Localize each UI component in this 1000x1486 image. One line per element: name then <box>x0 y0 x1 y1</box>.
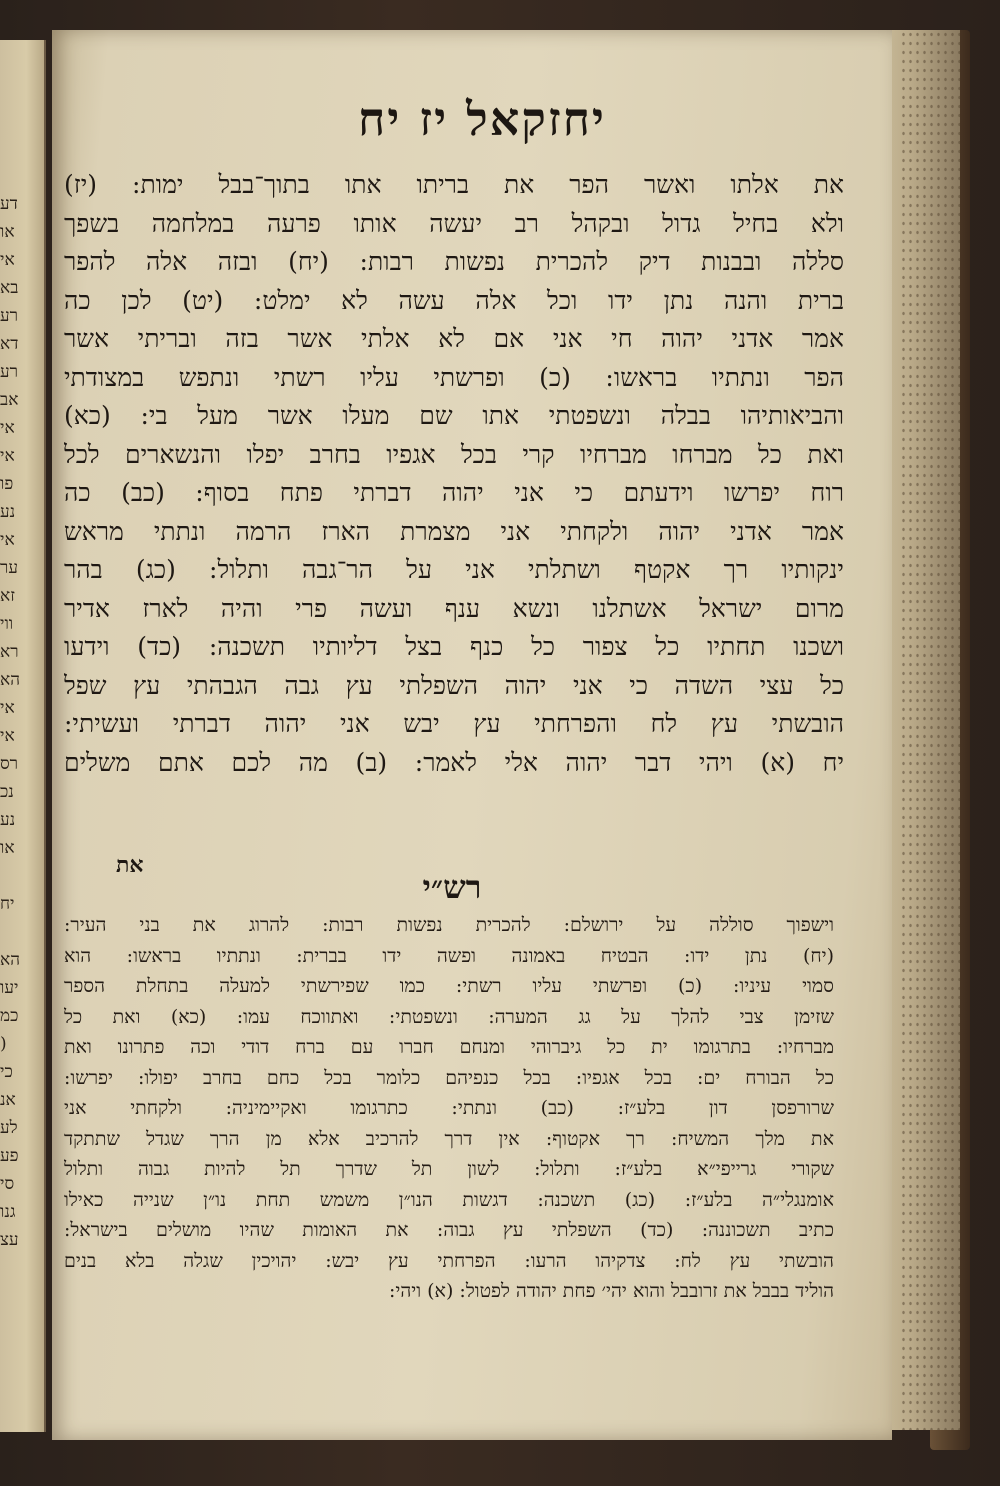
commentary-line: (יח) נתן ידו: הבטיח באמונה ופשה ידו בברית: ונתתיו בראשו: הוא <box>64 944 834 967</box>
text-line: הובשתי עץ לח והפרחתי עץ יבש אני יהוה דברתי ועשיתי: <box>64 709 844 738</box>
commentary-line: הוליד בבבל את זרובבל והוא יהי׳ פחת יהודה לפטול: (א) ויהי: <box>388 1280 834 1302</box>
gutter-fragment: אי <box>0 698 15 718</box>
gutter-fragment: יח <box>0 894 15 914</box>
gutter-fragment: דע <box>0 194 18 214</box>
gutter-fragment: אי <box>0 418 15 438</box>
gutter-fragment: ווי <box>0 614 14 634</box>
gutter-fragment: הא <box>0 950 20 970</box>
text-line: ושכנו תחתיו כל צפור כל כנף בצל דליותיו תשכנה: (כד) וידעו <box>64 632 844 661</box>
text-line: והביאותיהו בבלה ונשפטתי אתו שם מעלו אשר מעל בי: (כא) <box>64 401 844 430</box>
gutter-fragment: או <box>0 838 15 858</box>
text-line: אמר אדני יהוה חי אני אם לא אלתי אשר בזה ובריתי אשר <box>64 324 844 353</box>
commentary-line: שקורי גרייפי״א בלע״ז: ותלול: לשון תל שדרך תל להיות גבוה ותלול <box>64 1158 834 1180</box>
gutter-fragment <box>0 862 44 890</box>
left-page-text-fragments <box>0 190 44 1290</box>
gutter-fragment: דא <box>0 334 19 354</box>
text-line: ואת כל מברחו מברחיו קרי בכל אגפיו בחרב יפלו והנשארים לכל <box>64 439 844 469</box>
text-line: הפר ונתתיו בראשו: (כ) ופרשתי עליו רשתי ונתפש במצודתי <box>64 362 844 392</box>
gutter-fragment: אב <box>0 390 19 410</box>
commentary-line: וישפוך סוללה על ירושלם: להכרית נפשות רבות: להרוג את בני העיר: <box>64 914 834 936</box>
gutter-fragment: פע <box>0 1146 19 1166</box>
text-line: כל עצי השדה כי אני יהוה השפלתי עץ גבה הגבהתי עץ שפל <box>64 670 844 700</box>
commentary-line: אומנגלי״ה בלע״ז: (כג) תשכנה: דגשות הנו״ן משמש תחת נו״ן שנייה כאילו <box>64 1188 834 1211</box>
text-line: ולא בחיל גדול ובקהל רב יעשה אותו פרעה במלחמה בשפך <box>64 208 844 238</box>
gutter-fragment: זא <box>0 586 15 606</box>
gutter-fragment: אי <box>0 446 15 466</box>
gutter-fragment <box>0 918 44 946</box>
gutter-fragment: כי <box>0 1062 13 1082</box>
gutter-fragment: כמ <box>0 1006 19 1026</box>
commentary-line: כתיב תשכוננה: (כד) השפלתי עץ גבוה: את האומות שהיו מושלים בישראל: <box>64 1219 834 1241</box>
gutter-fragment: רע <box>0 362 18 382</box>
gutter-fragment: ( <box>0 1034 7 1054</box>
gutter-fragment: או <box>0 222 15 242</box>
left-page-edge <box>0 40 46 1432</box>
gutter-fragment: רא <box>0 642 19 662</box>
text-line: יח (א) ויהי דבר יהוה אלי לאמר: (ב) מה לכם אתם משלים <box>64 747 844 777</box>
book-page <box>52 30 892 1440</box>
gutter-fragment: אנ <box>0 1090 16 1110</box>
gutter-fragment: ער <box>0 558 18 578</box>
text-line: ינקותיו רך אקטף ושתלתי אני על הר־גבה ותלול: (כג) בהר <box>64 555 844 584</box>
gutter-fragment: בא <box>0 278 19 298</box>
gutter-fragment: גנו <box>0 1202 16 1222</box>
commentary-title: רש״י <box>422 868 482 906</box>
commentary-line: כל הבורח ים: בכל אגפיו: בכל כנפיהם כלומר בכל כחם בחרב יפולו: יפרשו: <box>64 1066 834 1089</box>
gutter-fragment: נכ <box>0 782 14 802</box>
gutter-fragment: רס <box>0 754 19 774</box>
commentary-line: הובשתי עץ לח: צדקיהו הרעו: הפרחתי עץ יבש: יהויכין שגלה בלא בנים <box>64 1249 834 1272</box>
running-head: יחזקאל יז יח <box>358 92 606 146</box>
gutter-fragment: פו <box>0 474 14 494</box>
commentary-line: מברחיו: בתרגומו ית כל גיברוהי ומנחם חברו עם ברח דודי וכה פתרונו ואת <box>64 1036 834 1058</box>
rashi-commentary <box>64 910 834 1307</box>
text-line: ברית והנה נתן ידו וכל אלה עשה לא ימלט: (יט) לכן כה <box>64 285 844 315</box>
scripture-text <box>64 166 844 782</box>
text-line: מרום ישראל אשתלנו ונשא ענף ועשה פרי והיה לארז אדיר <box>64 593 844 623</box>
gutter-fragment: אי <box>0 250 15 270</box>
catchword: את <box>116 852 144 878</box>
gutter-fragment: אי <box>0 530 15 550</box>
text-line: את אלתו ואשר הפר את בריתו אתו בתוך־בבל ימות: (יז) <box>64 170 844 199</box>
commentary-line: את מלך המשיח: רך אקטוף: אין דרך להרכיב אלא מן הרך שגדל שתתקד <box>64 1127 834 1150</box>
gutter-fragment: לע <box>0 1118 18 1138</box>
gutter-fragment: רע <box>0 306 18 326</box>
commentary-line: סמוי עיניו: (כ) ופרשתי עליו רשתי: כמו שפירשתי למעלה בתחלת הספר <box>64 975 834 997</box>
gutter-fragment: עצ <box>0 1230 19 1250</box>
gutter-fragment: הא <box>0 670 20 690</box>
commentary-line: שרורפסן דון בלע״ז: (כב) ונתתי: כתרגומו ואקיימיניה: ולקחתי אני <box>64 1097 834 1119</box>
gutter-fragment: אי <box>0 726 15 746</box>
text-line: סללה ובבנות דיק להכרית נפשות רבות: (יח) ובזה אלה להפר <box>64 247 844 276</box>
commentary-line: שזימן צבי להלך על גג המערה: ונשפטתי: ואתווכח עמו: (כא) ואת כל <box>64 1005 834 1028</box>
gutter-fragment: נע <box>0 502 16 522</box>
gutter-fragment: נע <box>0 810 16 830</box>
gutter-fragment: יעו <box>0 978 19 998</box>
text-line: רוח יפרשו וידעתם כי אני יהוה דברתי פתח בסוף: (כב) כה <box>64 478 844 507</box>
text-line: אמר אדני יהוה ולקחתי אני מצמרת הארז הרמה ונתתי מראש <box>64 516 844 546</box>
gutter-fragment: סי <box>0 1174 15 1194</box>
